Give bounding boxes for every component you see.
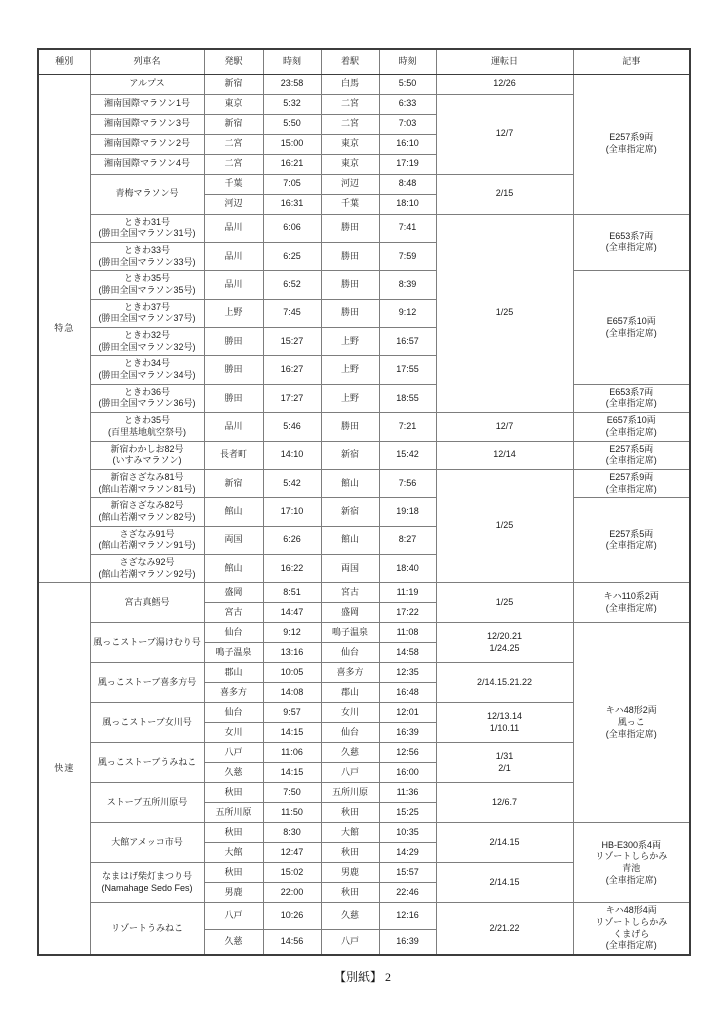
departure-station-cell: 八戸 [204, 903, 263, 929]
operating-days-cell: 12/20.21 1/24.25 [436, 623, 573, 663]
train-name-cell: ときわ36号 (勝田全国マラソン36号) [90, 384, 204, 412]
departure-station-cell: 女川 [204, 723, 263, 743]
arrival-time-cell: 17:22 [379, 603, 436, 623]
arrival-time-cell: 12:35 [379, 663, 436, 683]
departure-time-cell: 7:05 [263, 174, 321, 194]
operating-days-cell: 2/14.15.21.22 [436, 663, 573, 703]
departure-station-cell: 男鹿 [204, 883, 263, 903]
train-name-cell: アルプス [90, 74, 204, 94]
departure-station-cell: 新宿 [204, 114, 263, 134]
arrival-time-cell: 15:57 [379, 863, 436, 883]
arrival-station-cell: 仙台 [321, 723, 379, 743]
operating-days-cell: 12/14 [436, 441, 573, 469]
arrival-station-cell: 勝田 [321, 299, 379, 327]
train-name-cell: なまはげ柴灯まつり号 (Namahage Sedo Fes) [90, 863, 204, 903]
departure-station-cell: 仙台 [204, 623, 263, 643]
departure-station-cell: 鳴子温泉 [204, 643, 263, 663]
train-name-cell: 湘南国際マラソン4号 [90, 154, 204, 174]
train-name-cell: 湘南国際マラソン3号 [90, 114, 204, 134]
departure-time-cell: 12:47 [263, 843, 321, 863]
departure-time-cell: 6:26 [263, 526, 321, 554]
departure-station-cell: 千葉 [204, 174, 263, 194]
departure-station-cell: 館山 [204, 555, 263, 583]
arrival-time-cell: 16:10 [379, 134, 436, 154]
operating-days-cell: 2/15 [436, 174, 573, 214]
departure-station-cell: 仙台 [204, 703, 263, 723]
departure-time-cell: 11:50 [263, 803, 321, 823]
operating-days-cell: 2/14.15 [436, 823, 573, 863]
arrival-station-cell: 千葉 [321, 194, 379, 214]
arrival-time-cell: 18:10 [379, 194, 436, 214]
departure-station-cell: 秋田 [204, 783, 263, 803]
train-name-cell: さざなみ91号 (館山若潮マラソン91号) [90, 526, 204, 554]
departure-time-cell: 14:15 [263, 723, 321, 743]
train-name-cell: 新宿わかしお82号 (いすみマラソン) [90, 441, 204, 469]
train-name-cell: 湘南国際マラソン1号 [90, 94, 204, 114]
arrival-time-cell: 7:59 [379, 242, 436, 270]
notes-cell: E653系7両 (全車指定席) [573, 214, 690, 271]
departure-station-cell: 宮古 [204, 603, 263, 623]
arrival-station-cell: 郡山 [321, 683, 379, 703]
arrival-station-cell: 白馬 [321, 74, 379, 94]
arrival-station-cell: 上野 [321, 356, 379, 384]
notes-cell: E257系5両 (全車指定席) [573, 498, 690, 583]
departure-station-cell: 長者町 [204, 441, 263, 469]
table-row [38, 74, 690, 94]
arrival-station-cell: 館山 [321, 469, 379, 497]
arrival-time-cell: 17:19 [379, 154, 436, 174]
arrival-station-cell: 東京 [321, 154, 379, 174]
arrival-time-cell: 8:39 [379, 271, 436, 299]
operating-days-cell: 12/26 [436, 74, 573, 94]
arrival-time-cell: 9:12 [379, 299, 436, 327]
arrival-time-cell: 16:39 [379, 929, 436, 955]
departure-time-cell: 5:50 [263, 114, 321, 134]
train-name-cell: 風っこストーブうみねこ [90, 743, 204, 783]
train-name-cell: 風っこストーブ女川号 [90, 703, 204, 743]
departure-station-cell: 品川 [204, 214, 263, 242]
departure-station-cell: 新宿 [204, 74, 263, 94]
arrival-station-cell: 勝田 [321, 242, 379, 270]
departure-station-cell: 二宮 [204, 134, 263, 154]
departure-station-cell: 河辺 [204, 194, 263, 214]
departure-time-cell: 17:10 [263, 498, 321, 526]
notes-cell: E657系10両 (全車指定席) [573, 271, 690, 385]
arrival-station-cell: 喜多方 [321, 663, 379, 683]
departure-time-cell: 14:47 [263, 603, 321, 623]
operating-days-cell: 2/21.22 [436, 903, 573, 955]
departure-time-cell: 14:10 [263, 441, 321, 469]
departure-time-cell: 9:12 [263, 623, 321, 643]
notes-cell: キハ110系2両 (全車指定席) [573, 583, 690, 623]
departure-time-cell: 10:26 [263, 903, 321, 929]
arrival-time-cell: 16:39 [379, 723, 436, 743]
table-row [38, 413, 690, 441]
notes-cell: キハ48形4両 リゾートしらかみ くまげら (全車指定席) [573, 903, 690, 955]
col-header-notes: 記事 [573, 49, 690, 74]
departure-station-cell: 喜多方 [204, 683, 263, 703]
arrival-station-cell: 秋田 [321, 803, 379, 823]
operating-days-cell: 1/31 2/1 [436, 743, 573, 783]
train-name-cell: ときわ32号 (勝田全国マラソン32号) [90, 328, 204, 356]
arrival-time-cell: 8:48 [379, 174, 436, 194]
train-name-cell: ストーブ五所川原号 [90, 783, 204, 823]
train-name-cell: 風っこストーブ湯けむり号 [90, 623, 204, 663]
notes-cell: キハ48形2両 風っこ (全車指定席) [573, 623, 690, 823]
operating-days-cell: 12/7 [436, 413, 573, 441]
train-name-cell: 青梅マラソン号 [90, 174, 204, 214]
timetable-body [38, 74, 690, 955]
col-header-arrival-time: 時刻 [379, 49, 436, 74]
departure-time-cell: 16:27 [263, 356, 321, 384]
departure-time-cell: 6:06 [263, 214, 321, 242]
arrival-station-cell: 河辺 [321, 174, 379, 194]
arrival-station-cell: 東京 [321, 134, 379, 154]
arrival-time-cell: 15:25 [379, 803, 436, 823]
arrival-time-cell: 16:00 [379, 763, 436, 783]
departure-station-cell: 勝田 [204, 328, 263, 356]
departure-station-cell: 勝田 [204, 384, 263, 412]
table-row [38, 469, 690, 497]
arrival-station-cell: 大館 [321, 823, 379, 843]
col-header-arrival-station: 着駅 [321, 49, 379, 74]
operating-days-cell: 12/7 [436, 94, 573, 174]
col-header-departure-time: 時刻 [263, 49, 321, 74]
col-header-type: 種別 [38, 49, 90, 74]
train-name-cell: リゾートうみねこ [90, 903, 204, 955]
arrival-station-cell: 勝田 [321, 413, 379, 441]
arrival-time-cell: 5:50 [379, 74, 436, 94]
departure-time-cell: 16:31 [263, 194, 321, 214]
col-header-train-name: 列車名 [90, 49, 204, 74]
notes-cell: E657系10両 (全車指定席) [573, 413, 690, 441]
departure-time-cell: 14:56 [263, 929, 321, 955]
arrival-time-cell: 11:19 [379, 583, 436, 603]
arrival-station-cell: 勝田 [321, 214, 379, 242]
page-footer: 【別紙】 2 [333, 970, 391, 984]
departure-station-cell: 盛岡 [204, 583, 263, 603]
train-name-cell: ときわ35号 (勝田全国マラソン35号) [90, 271, 204, 299]
category-cell: 快速 [38, 583, 90, 955]
departure-time-cell: 5:46 [263, 413, 321, 441]
arrival-time-cell: 19:18 [379, 498, 436, 526]
table-row [38, 623, 690, 643]
departure-station-cell: 東京 [204, 94, 263, 114]
departure-time-cell: 15:02 [263, 863, 321, 883]
arrival-station-cell: 新宿 [321, 441, 379, 469]
departure-time-cell: 5:42 [263, 469, 321, 497]
train-name-cell: ときわ34号 (勝田全国マラソン34号) [90, 356, 204, 384]
table-header [38, 49, 690, 74]
departure-station-cell: 勝田 [204, 356, 263, 384]
operating-days-cell: 2/14.15 [436, 863, 573, 903]
train-name-cell: 大館アメッコ市号 [90, 823, 204, 863]
departure-time-cell: 22:00 [263, 883, 321, 903]
arrival-time-cell: 7:03 [379, 114, 436, 134]
departure-time-cell: 7:45 [263, 299, 321, 327]
train-name-cell: ときわ31号 (勝田全国マラソン31号) [90, 214, 204, 242]
arrival-time-cell: 16:48 [379, 683, 436, 703]
arrival-station-cell: 仙台 [321, 643, 379, 663]
arrival-station-cell: 秋田 [321, 843, 379, 863]
departure-station-cell: 五所川原 [204, 803, 263, 823]
arrival-station-cell: 鳴子温泉 [321, 623, 379, 643]
departure-time-cell: 23:58 [263, 74, 321, 94]
train-name-cell: ときわ33号 (勝田全国マラソン33号) [90, 242, 204, 270]
departure-station-cell: 品川 [204, 242, 263, 270]
departure-time-cell: 8:51 [263, 583, 321, 603]
operating-days-cell: 1/25 [436, 469, 573, 583]
arrival-time-cell: 7:41 [379, 214, 436, 242]
arrival-time-cell: 17:55 [379, 356, 436, 384]
operating-days-cell: 1/25 [436, 583, 573, 623]
arrival-station-cell: 五所川原 [321, 783, 379, 803]
departure-time-cell: 8:30 [263, 823, 321, 843]
departure-station-cell: 大館 [204, 843, 263, 863]
arrival-station-cell: 二宮 [321, 94, 379, 114]
departure-time-cell: 6:52 [263, 271, 321, 299]
train-name-cell: ときわ35号 (百里基地航空祭号) [90, 413, 204, 441]
departure-station-cell: 品川 [204, 413, 263, 441]
train-name-cell: 新宿さざなみ82号 (館山若潮マラソン82号) [90, 498, 204, 526]
arrival-time-cell: 14:58 [379, 643, 436, 663]
arrival-station-cell: 二宮 [321, 114, 379, 134]
departure-station-cell: 秋田 [204, 823, 263, 843]
table-row [38, 384, 690, 412]
arrival-time-cell: 7:56 [379, 469, 436, 497]
arrival-station-cell: 男鹿 [321, 863, 379, 883]
arrival-station-cell: 盛岡 [321, 603, 379, 623]
arrival-station-cell: 勝田 [321, 271, 379, 299]
train-name-cell: 宮古真鱈号 [90, 583, 204, 623]
arrival-time-cell: 6:33 [379, 94, 436, 114]
departure-time-cell: 17:27 [263, 384, 321, 412]
arrival-station-cell: 八戸 [321, 763, 379, 783]
arrival-time-cell: 22:46 [379, 883, 436, 903]
header-row [38, 49, 690, 74]
departure-station-cell: 二宮 [204, 154, 263, 174]
table-row [38, 214, 690, 242]
col-header-operating-days: 運転日 [436, 49, 573, 74]
departure-time-cell: 13:16 [263, 643, 321, 663]
departure-time-cell: 14:15 [263, 763, 321, 783]
arrival-station-cell: 館山 [321, 526, 379, 554]
arrival-time-cell: 12:16 [379, 903, 436, 929]
category-cell: 特急 [38, 74, 90, 583]
arrival-station-cell: 秋田 [321, 883, 379, 903]
departure-time-cell: 14:08 [263, 683, 321, 703]
departure-station-cell: 久慈 [204, 763, 263, 783]
arrival-time-cell: 14:29 [379, 843, 436, 863]
departure-station-cell: 上野 [204, 299, 263, 327]
notes-cell: E653系7両 (全車指定席) [573, 384, 690, 412]
arrival-station-cell: 久慈 [321, 743, 379, 763]
arrival-station-cell: 上野 [321, 384, 379, 412]
departure-time-cell: 15:27 [263, 328, 321, 356]
arrival-time-cell: 12:01 [379, 703, 436, 723]
arrival-time-cell: 15:42 [379, 441, 436, 469]
notes-cell: E257系9両 (全車指定席) [573, 74, 690, 214]
departure-station-cell: 秋田 [204, 863, 263, 883]
table-row [38, 498, 690, 526]
departure-station-cell: 両国 [204, 526, 263, 554]
train-name-cell: ときわ37号 (勝田全国マラソン37号) [90, 299, 204, 327]
departure-station-cell: 八戸 [204, 743, 263, 763]
train-name-cell: さざなみ92号 (館山若潮マラソン92号) [90, 555, 204, 583]
table-row [38, 823, 690, 843]
departure-station-cell: 新宿 [204, 469, 263, 497]
departure-station-cell: 館山 [204, 498, 263, 526]
table-row [38, 271, 690, 299]
arrival-station-cell: 上野 [321, 328, 379, 356]
arrival-station-cell: 女川 [321, 703, 379, 723]
departure-time-cell: 10:05 [263, 663, 321, 683]
arrival-station-cell: 八戸 [321, 929, 379, 955]
train-name-cell: 新宿さざなみ81号 (館山若潮マラソン81号) [90, 469, 204, 497]
operating-days-cell: 12/13.14 1/10.11 [436, 703, 573, 743]
operating-days-cell: 12/6.7 [436, 783, 573, 823]
departure-time-cell: 16:22 [263, 555, 321, 583]
departure-time-cell: 15:00 [263, 134, 321, 154]
operating-days-cell: 1/25 [436, 214, 573, 413]
col-header-departure-station: 発駅 [204, 49, 263, 74]
notes-cell: E257系5両 (全車指定席) [573, 441, 690, 469]
arrival-time-cell: 11:36 [379, 783, 436, 803]
notes-cell: E257系9両 (全車指定席) [573, 469, 690, 497]
departure-station-cell: 久慈 [204, 929, 263, 955]
arrival-time-cell: 12:56 [379, 743, 436, 763]
arrival-time-cell: 16:57 [379, 328, 436, 356]
arrival-station-cell: 宮古 [321, 583, 379, 603]
departure-time-cell: 6:25 [263, 242, 321, 270]
departure-time-cell: 7:50 [263, 783, 321, 803]
departure-time-cell: 11:06 [263, 743, 321, 763]
departure-time-cell: 9:57 [263, 703, 321, 723]
departure-time-cell: 16:21 [263, 154, 321, 174]
table-row [38, 441, 690, 469]
arrival-time-cell: 7:21 [379, 413, 436, 441]
train-name-cell: 風っこストーブ喜多方号 [90, 663, 204, 703]
arrival-time-cell: 8:27 [379, 526, 436, 554]
arrival-station-cell: 両国 [321, 555, 379, 583]
departure-time-cell: 5:32 [263, 94, 321, 114]
table-row [38, 903, 690, 929]
train-name-cell: 湘南国際マラソン2号 [90, 134, 204, 154]
table-row [38, 583, 690, 603]
arrival-station-cell: 新宿 [321, 498, 379, 526]
arrival-time-cell: 10:35 [379, 823, 436, 843]
departure-station-cell: 郡山 [204, 663, 263, 683]
arrival-time-cell: 18:40 [379, 555, 436, 583]
arrival-time-cell: 11:08 [379, 623, 436, 643]
departure-station-cell: 品川 [204, 271, 263, 299]
notes-cell: HB-E300系4両 リゾートしらかみ 青池 (全車指定席) [573, 823, 690, 903]
timetable-table [37, 48, 691, 956]
arrival-time-cell: 18:55 [379, 384, 436, 412]
arrival-station-cell: 久慈 [321, 903, 379, 929]
